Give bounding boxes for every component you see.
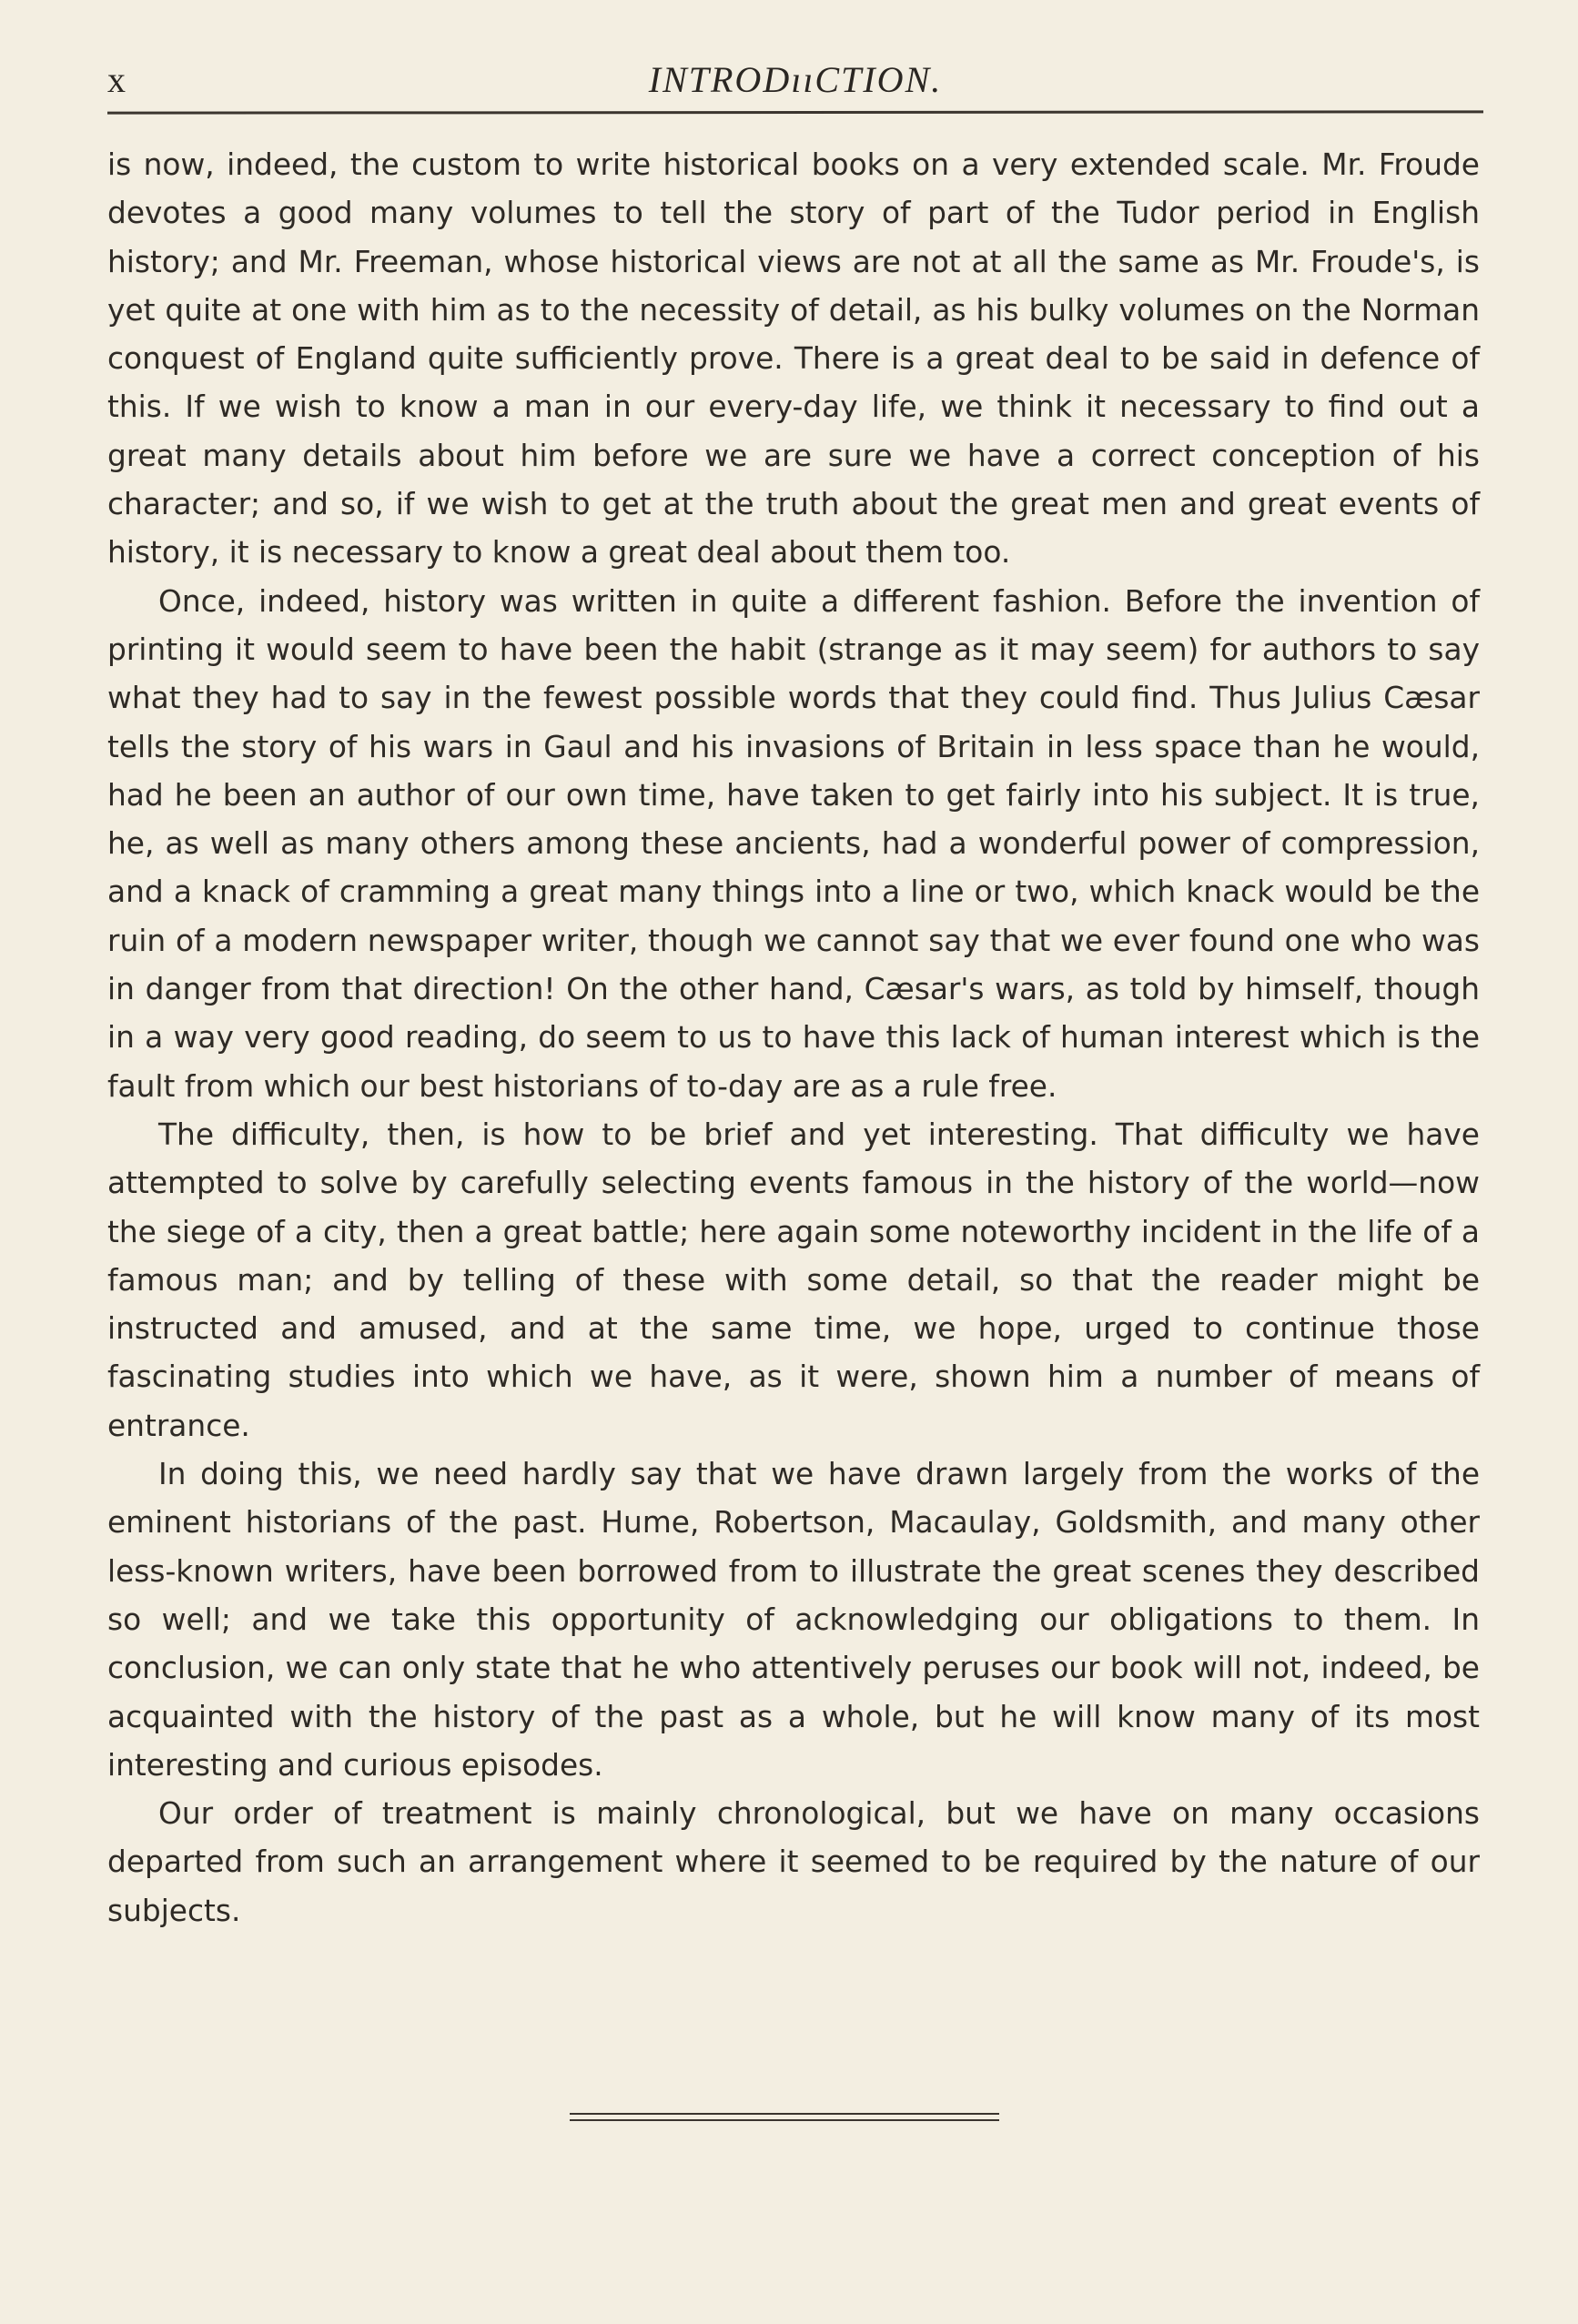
end-ornament-rule	[570, 2113, 999, 2122]
paragraph-3: The difficulty, then, is how to be brief and yet interesting. That difficulty we have attempted to solve by carefully selecting events famous in the history of the world—now the siege of a city, then a great battle; here again some noteworthy incident in the life of a famous man; and by telling of these with some detail, so that the reader might be instructed and amused, and at the same time, we hope, urged to continue those fascinating studies into which we have, as it were, shown him a number of means of entrance.	[107, 1117, 1480, 1443]
header-rule	[107, 110, 1483, 114]
paragraph-2: Once, indeed, history was written in quite a different fashion. Before the invention of printing it would seem to have been the habit (strange as it may seem) for authors to say what they had to say in the fewest possible words that they could find. Thus Julius Cæsar tells the story of his wars in Gaul and his invasions of Britain in less space than he would, had he been an author of our own time, have taken to get fairly into his subject. It is true, he, as well as many others among these ancients, had a wonderful power of compression, and a knack of cramming a great many things into a line or two, which knack would be the ruin of a modern newspaper writer, though we cannot say that we ever found one who was in danger from that direction! On the other hand, Cæsar's wars, as told by himself, though in a way very good reading, do seem to us to have this lack of human interest which is the fault from which our best historians of to-day are as a rule free.	[107, 583, 1480, 1104]
paragraph-1: is now, indeed, the custom to write historical books on a very extended scale. Mr. Froude devotes a good many volumes to tell the story of part of the Tudor period in English history; and Mr. Freeman, whose historical views are not at all the same as Mr. Froude's, is yet quite at one with him as to the necessity of detail, as his bulky volumes on the Norman conquest of England quite sufficiently prove. There is a great deal to be said in defence of this. If we wish to know a man in our every-day life, we think it necessary to find out a great many details about him before we are sure we have a correct conception of his character; and so, if we wish to get at the truth about the great men and great events of history, it is necessary to know a great deal about them too.	[107, 147, 1480, 571]
end-rule-line-top	[570, 2113, 999, 2115]
running-head	[107, 53, 1483, 107]
paragraph-5: Our order of treatment is mainly chronological, but we have on many occasions departed from such an arrangement where it seemed to be required by the nature of our subjects.	[107, 1796, 1480, 1928]
running-title: INTRODııCTION.	[648, 59, 943, 100]
body-text	[107, 141, 1480, 1935]
end-rule-line-bottom	[570, 2119, 999, 2121]
page-number: x	[107, 59, 126, 100]
paragraph-4: In doing this, we need hardly say that we have drawn largely from the works of the eminent historians of the past. Hume, Robertson, Macaulay, Goldsmith, and many other less-known writers, have been borrowed from to illustrate the great scenes they described so well; and we take this opportunity of acknowledging our obligations to them. In conclusion, we can only state that he who attentively peruses our book will not, indeed, be acquainted with the history of the past as a whole, but he will know many of its most interesting and curious episodes.	[107, 1457, 1480, 1783]
